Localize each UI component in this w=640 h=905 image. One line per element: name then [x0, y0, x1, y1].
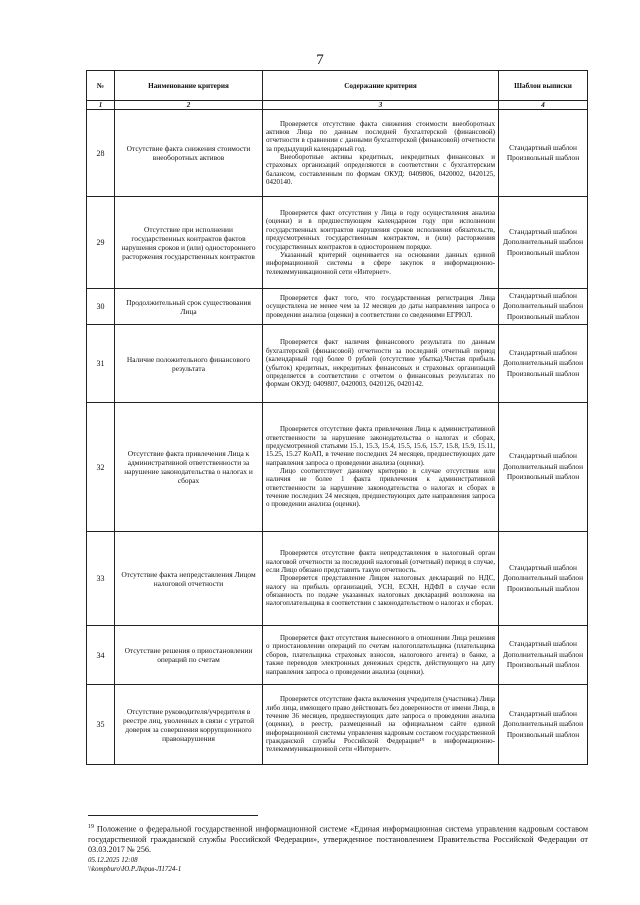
column-number: 2	[115, 101, 263, 110]
row-number: 34	[87, 626, 115, 685]
table-row	[87, 325, 588, 403]
template-item: Дополнительный шаблон	[502, 237, 584, 247]
footnote	[88, 822, 588, 855]
row-number: 35	[87, 685, 115, 765]
template-item: Стандартный шаблон	[509, 562, 577, 572]
table-row	[87, 532, 588, 626]
criterion-name: Отсутствие факта снижения стоимости внеоборотных активов	[115, 110, 263, 197]
criterion-name: Отсутствие решения о приостановлении операций по счетам	[115, 626, 263, 685]
row-number: 30	[87, 289, 115, 325]
stamp-date: 05.12.2025 12:08	[88, 856, 138, 864]
content-paragraph: Проверяется отсутствие факта включения учредителя (участника) Лица либо лица, имеющего право действовать без доверенности от имени Лица, в течение 36 месяцев, предшествующих дате запроса о проведении анализа (оценки), в реестр, размещенный на официальном сайте единой информационной системы управления кадровым составом государственной гражданской службы Российской Федерации¹⁹ в информационно-телекоммуникационной сети «Интернет».	[266, 695, 495, 754]
template-cell	[499, 197, 588, 289]
template-item: Произвольный шаблон	[506, 660, 580, 670]
template-item: Стандартный шаблон	[509, 226, 577, 236]
content-paragraph: Лицо соответствует данному критерию в случае отсутствия или наличия не более 1 факта привлечения к административной ответственности за нарушение законодательства о налогах и сборах в течение последних 24 месяцев, предшествующих дате направления запроса о проведении анализа (оценки).	[266, 467, 495, 509]
criterion-name: Отсутствие при исполнении государственных контрактов фактов нарушения сроков и (или) одностороннего расторжения государственных контрактов	[115, 197, 263, 289]
criteria-table	[86, 70, 588, 765]
content-paragraph: Проверяется отсутствие факта привлечения Лица к административной ответственности за нарушение законодательства о налогах и сборах, предусмотренной статьями 15.1, 15.3, 15.4, 15.5, 15.6, 15.7, 15.8, 15.9, 15.11, 15.25, 15.27 КоАП, в течение последних 24 месяцев, предшествующих дате направления запроса о проведении анализа (оценки).	[266, 425, 495, 467]
header-template: Шаблон выписки	[499, 71, 588, 101]
table-row	[87, 110, 588, 197]
template-cell	[499, 685, 588, 765]
criterion-name: Продолжительный срок существования Лица	[115, 289, 263, 325]
template-cell	[499, 626, 588, 685]
column-number: 4	[499, 101, 588, 110]
criterion-content	[263, 197, 499, 289]
template-item: Дополнительный шаблон	[502, 358, 584, 368]
content-paragraph: Проверяется отсутствие факта снижения стоимости внеоборотных активов Лица по данным последней бухгалтерской (финансовой) отчетности в сравнении с данными бухгалтерской (финансовой) отчетности за предыдущий календарный год.	[266, 119, 495, 153]
column-number-row	[87, 101, 588, 110]
criterion-name: Отсутствие руководителя/учредителя в реестре лиц, уволенных в связи с утратой доверия за совершения коррупционного правонарушения	[115, 685, 263, 765]
content-paragraph: Проверяется факт того, что государственная регистрация Лица осуществлена не менее чем за 12 месяцев до даты направления запроса о проведении анализа (оценки) в соответствии со сведениями ЕГРЮЛ.	[266, 293, 495, 319]
template-item: Дополнительный шаблон	[502, 461, 584, 471]
template-item: Дополнительный шаблон	[502, 649, 584, 659]
template-item: Произвольный шаблон	[506, 153, 580, 162]
template-item: Стандартный шаблон	[509, 347, 577, 357]
row-number: 29	[87, 197, 115, 289]
template-cell	[499, 289, 588, 325]
template-item: Стандартный шаблон	[509, 639, 577, 649]
footnote-mark: 19	[88, 824, 94, 830]
template-item: Стандартный шаблон	[509, 451, 577, 461]
table-row	[87, 626, 588, 685]
criterion-content	[263, 532, 499, 626]
table-row	[87, 197, 588, 289]
content-paragraph: Проверяется факт отсутствия у Лица в году осуществления анализа (оценки) и в предшествующем календарном году при исполнении государственных контрактов нарушения сроков исполнения обязательств, предусмотренных государственным контрактом, и (или) расторжения государственных контрактов в одностороннем порядке.	[266, 209, 495, 251]
table-row	[87, 289, 588, 325]
template-cell	[499, 403, 588, 532]
criterion-content	[263, 685, 499, 765]
template-item: Дополнительный шаблон	[502, 301, 584, 311]
criterion-name: Отсутствие факта привлечения Лица к административной ответственности за нарушение законодательства о налогах и сборах	[115, 403, 263, 532]
row-number: 28	[87, 110, 115, 197]
row-number: 31	[87, 325, 115, 403]
template-item: Произвольный шаблон	[506, 368, 580, 378]
stamp-path: \\kompburo\Ю.Р.Лкрив-Л1724-1	[88, 865, 182, 873]
content-paragraph: Внеоборотные активы кредитных, некредитных финансовых и страховых организаций определяются в соответствии с бухгалтерским балансом, составленным по формам ОКУД: 0409806, 0420002, 0420125, 0420140.	[266, 153, 495, 187]
content-paragraph: Проверяется отсутствие факта непредставления в налоговый орган налоговой отчетности за последний налоговый (отчетный) период в случае, если Лицо обязано представить такую отчетность.	[266, 549, 495, 574]
column-number: 1	[87, 101, 115, 110]
header-name: Наименование критерия	[115, 71, 263, 101]
page-number: 7	[316, 52, 324, 68]
template-item: Произвольный шаблон	[506, 311, 580, 321]
criterion-content	[263, 325, 499, 403]
content-paragraph: Проверяется факт наличия финансового результата по данным бухгалтерской (финансовой) отчетности за последний отчетный период (календарный год) более 0 рублей (отсутствие убытка).Чистая прибыль (убыток) кредитных, некредитных финансовых и страховых организаций определяется в соответствии с отчетом о финансовых результатах по формам ОКУД: 0409807, 0420003, 0420126, 0420142.	[266, 338, 495, 389]
content-paragraph: Указанный критерий оценивается на основании данных единой информационной системы в сфере закупок в информационно-телекоммуникационной сети «Интернет».	[266, 250, 495, 276]
template-item: Произвольный шаблон	[506, 472, 580, 482]
template-item: Дополнительный шаблон	[502, 719, 584, 729]
template-item: Стандартный шаблон	[509, 708, 577, 718]
criterion-content	[263, 110, 499, 197]
template-item: Произвольный шаблон	[506, 583, 580, 593]
criterion-name: Наличие положительного финансового результата	[115, 325, 263, 403]
criterion-content	[263, 626, 499, 685]
template-item: Произвольный шаблон	[506, 247, 580, 257]
content-paragraph: Проверяется представление Лицом налоговых деклараций по НДС, налогу на прибыль организаций, УСН, ЕСХН, НДФЛ в случае если обязанность по подаче указанных налоговых деклараций возложена на налогоплательщика в соответствии с законодательством о налогах и сборах.	[266, 574, 495, 608]
template-item: Дополнительный шаблон	[502, 573, 584, 583]
template-cell	[499, 325, 588, 403]
criterion-content	[263, 289, 499, 325]
table-header-row	[87, 71, 588, 101]
row-number: 32	[87, 403, 115, 532]
table-row	[87, 685, 588, 765]
template-item: Стандартный шаблон	[509, 290, 577, 300]
print-stamp	[88, 856, 181, 874]
table-row	[87, 403, 588, 532]
criterion-content	[263, 403, 499, 532]
column-number: 3	[263, 101, 499, 110]
template-cell	[499, 532, 588, 626]
criterion-name: Отсутствие факта непредставления Лицом налоговой отчетности	[115, 532, 263, 626]
row-number: 33	[87, 532, 115, 626]
footnote-text: Положение о федеральной государственной информационной системе «Единая информационная система управления кадровым составом государственной гражданской службы Российской Федерации», утвержденное постановлением Правительства Российской Федерации от 03.03.2017 № 256.	[88, 824, 589, 854]
header-content: Содержание критерия	[263, 71, 499, 101]
template-item: Произвольный шаблон	[506, 729, 580, 739]
content-paragraph: Проверяется факт отсутствия вынесенного в отношении Лица решения о приостановлении операций по счетам налогоплательщика (плательщика сборов, плательщика страховых взносов, налогового агента) в банке, а также переводов электронных денежных средств, действующего на дату направления запроса о проведении анализа (оценки).	[266, 634, 495, 676]
header-no: №	[87, 71, 115, 101]
template-cell	[499, 110, 588, 197]
footnote-divider	[88, 815, 258, 816]
template-item: Стандартный шаблон	[509, 142, 577, 152]
